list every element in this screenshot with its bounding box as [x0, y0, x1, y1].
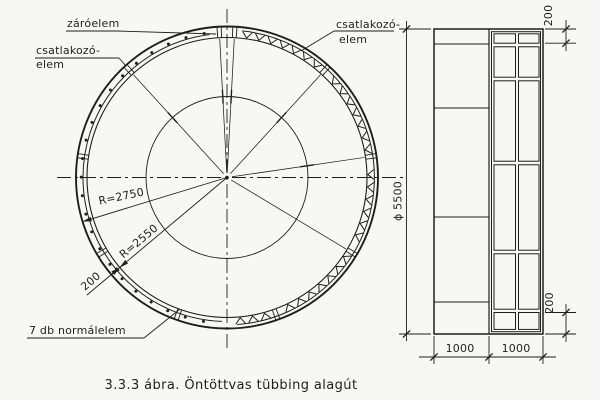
bolt-hole — [81, 194, 84, 197]
ring-width-left-dim-label: 1000 — [445, 342, 475, 355]
bolt-hole — [135, 62, 138, 65]
right-ring-panel — [494, 254, 516, 309]
normal-elements-label: 7 db normálelem — [29, 324, 126, 337]
bottom-segment-dim-label: 200 — [543, 292, 556, 314]
right-ring-panel — [494, 165, 516, 250]
right-ring-panel — [494, 47, 516, 77]
right-ring-panel — [519, 254, 540, 309]
construction-tick — [231, 90, 232, 104]
joint-ray — [227, 39, 234, 173]
construction-tick — [222, 90, 223, 104]
bolt-hole — [134, 290, 137, 293]
segment-joint — [272, 310, 276, 320]
csatlakozo-right-leader — [301, 31, 334, 51]
joint-ray — [230, 75, 320, 174]
right-ring-panel — [519, 81, 540, 161]
bolt-hole — [84, 213, 87, 216]
bolt-hole — [90, 230, 93, 233]
ring-width-right-dim-label: 1000 — [501, 342, 531, 355]
zaroelem-label: záróelem — [67, 17, 120, 30]
segment-joint — [178, 310, 182, 320]
rib-mark — [236, 318, 246, 325]
right-ring-panel — [519, 165, 540, 250]
flange-depth-label: 200 — [78, 269, 104, 294]
construction-tick — [300, 165, 314, 167]
bolt-hole — [98, 247, 101, 250]
right-ring-panel — [519, 34, 540, 43]
joint-ray — [231, 180, 346, 249]
radius-inner-label: R=2550 — [116, 221, 161, 262]
bolt-hole — [99, 104, 102, 107]
zaroelem-leader — [117, 31, 216, 34]
right-ring-panel — [519, 47, 540, 77]
diameter-dim-label: ϕ 5500 — [391, 181, 405, 221]
bolt-hole — [81, 157, 84, 160]
right-ring-panel — [519, 313, 540, 330]
top-segment-dim-label: 200 — [542, 4, 555, 27]
bolt-hole — [184, 36, 187, 39]
segment-joint — [365, 154, 376, 156]
csatlakozo-left-leader — [119, 58, 126, 66]
right-ring-panel — [494, 81, 516, 161]
bolt-hole — [91, 121, 94, 124]
joint-ray — [232, 157, 365, 176]
csatlakozo-left-label-line1: csatlakozó- — [36, 44, 101, 57]
radius-outer-arrow — [83, 217, 92, 222]
radius-outer-label: R=2750 — [97, 185, 146, 208]
segment-joint — [276, 309, 280, 319]
bolt-hole — [166, 309, 169, 312]
ring-left-flange-line — [83, 35, 222, 322]
joint-ray — [133, 75, 223, 174]
bolt-hole — [167, 42, 170, 45]
bolt-hole — [202, 320, 205, 323]
drawing-geometry — [27, 9, 576, 364]
segment-joint — [236, 27, 237, 38]
bolt-hole — [80, 176, 83, 179]
bolt-hole — [150, 301, 153, 304]
segment-joint — [78, 154, 89, 156]
bolt-hole — [121, 277, 124, 280]
right-ring-panel — [494, 313, 516, 330]
bolt-hole — [108, 263, 111, 266]
bolt-hole — [121, 74, 124, 77]
bolt-hole — [109, 88, 112, 91]
bolt-hole — [184, 316, 187, 319]
segment-joint — [366, 158, 377, 159]
csatlakozo-right-label-line2: elem — [339, 33, 368, 46]
figure-caption: 3.3.3 ábra. Öntöttvas tübbing alagút — [104, 378, 358, 393]
bolt-hole — [85, 139, 88, 142]
drawing-labels — [29, 5, 556, 393]
bolt-hole — [150, 51, 153, 54]
rib-mark — [367, 183, 373, 193]
joint-ray — [220, 39, 227, 173]
csatlakozo-right-label-line1: csatlakozó- — [336, 18, 401, 31]
segment-joint — [217, 27, 218, 38]
csatlakozo-left-label-line2: elem — [36, 58, 65, 71]
right-ring-panel — [494, 34, 516, 43]
